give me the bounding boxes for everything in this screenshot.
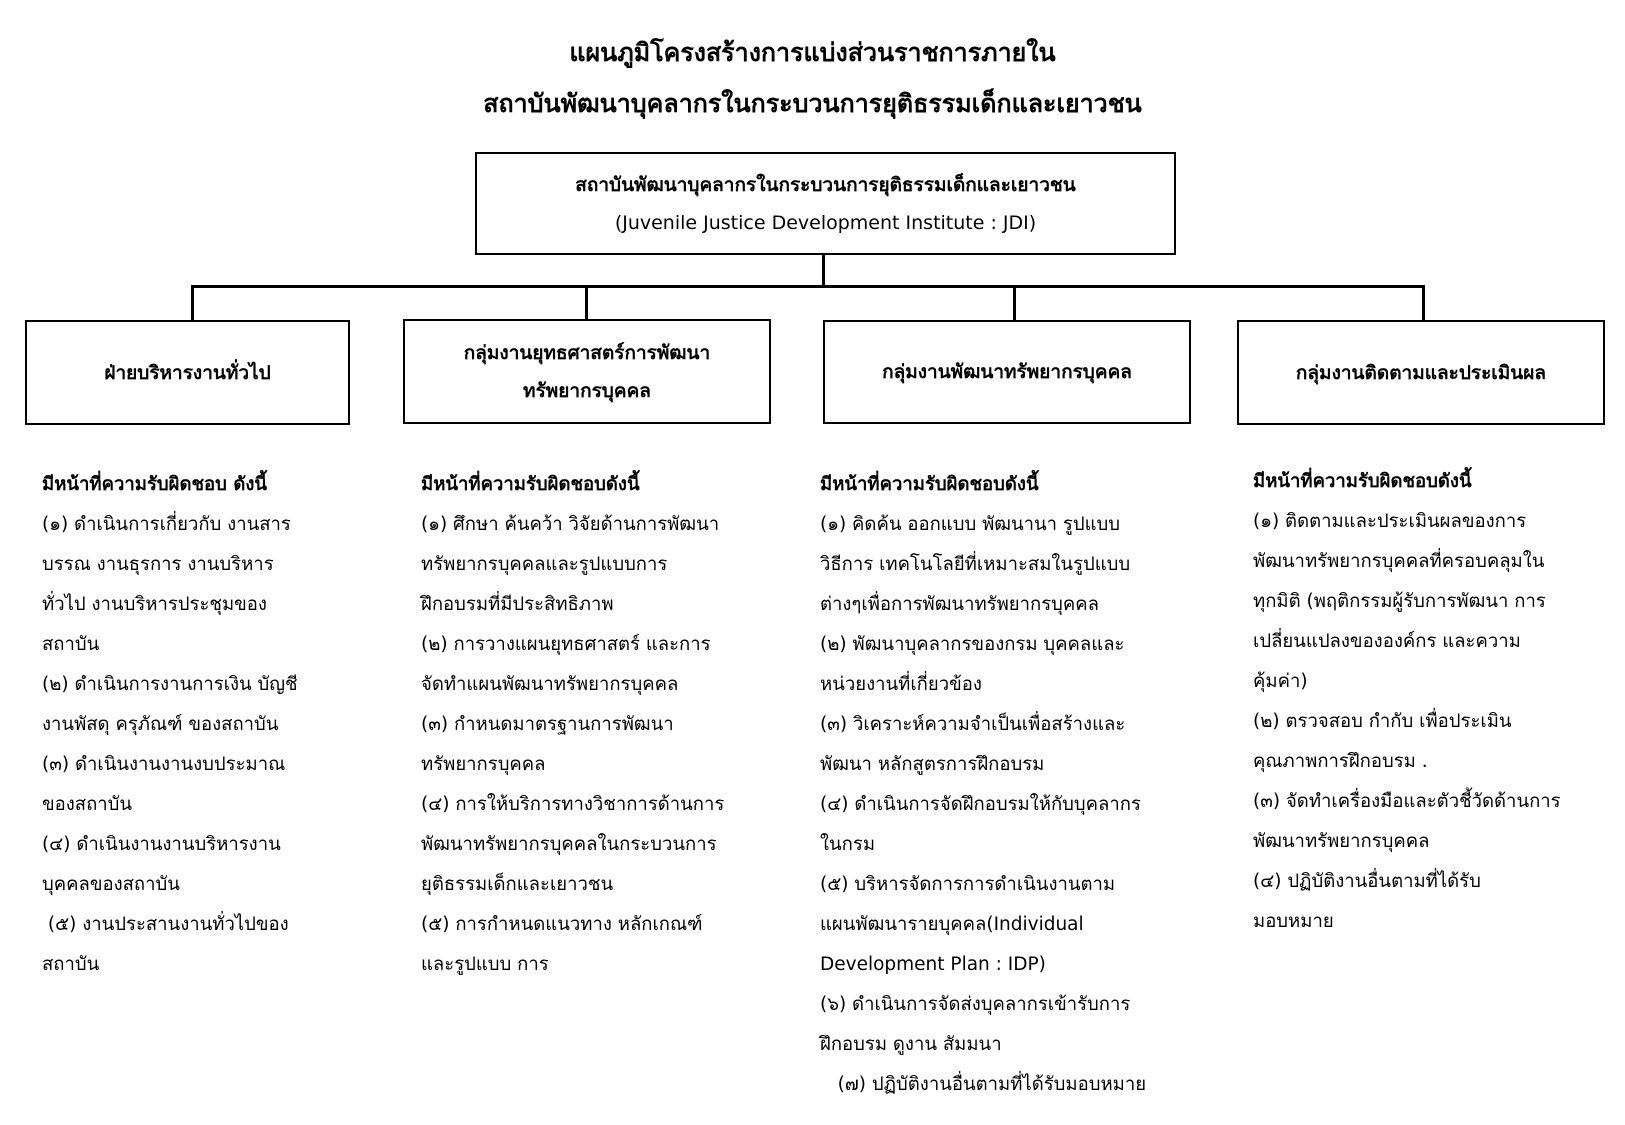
responsibility-line: งานพัสดุ ครุภัณฑ์ ของสถาบัน bbox=[42, 714, 279, 735]
responsibilities-heading: มีหน้าที่ความรับผิดชอบดังนี้ bbox=[421, 474, 640, 495]
responsibility-line: (๒) พัฒนาบุคลากรของกรม บุคคลและ bbox=[820, 634, 1125, 655]
responsibility-line: ต่างๆเพื่อการพัฒนาทรัพยากรบุคคล bbox=[820, 594, 1099, 615]
connector-branch-1 bbox=[191, 285, 194, 321]
responsibility-line: (๕) บริหารจัดการการดำเนินงานตาม bbox=[820, 874, 1116, 895]
responsibility-line: (๔) ดำเนินงานงานบริหารงาน bbox=[42, 834, 281, 855]
responsibility-line: ยุติธรรมเด็กและเยาวชน bbox=[421, 874, 614, 895]
unit-label: ทรัพยากรบุคคล bbox=[523, 379, 651, 402]
responsibility-line: (๔) ปฏิบัติงานอื่นตามที่ได้รับ bbox=[1253, 871, 1481, 892]
responsibility-line: วิธีการ เทคโนโลยีที่เหมาะสมในรูปแบบ bbox=[820, 554, 1131, 575]
responsibility-line: (๔) การให้บริการทางวิชาการด้านการ bbox=[421, 794, 725, 815]
responsibility-line: ทรัพยากรบุคคล bbox=[421, 754, 546, 775]
responsibility-line: (๕) การกำหนดแนวทาง หลักเกณฑ์ bbox=[421, 914, 703, 935]
responsibility-line: หน่วยงานที่เกี่ยวข้อง bbox=[820, 674, 982, 695]
diagram-title-line-2: สถาบันพัฒนาบุคลากรในกระบวนการยุติธรรมเด็กและเยาวชน bbox=[483, 89, 1142, 118]
diagram-title-line-1: แผนภูมิโครงสร้างการแบ่งส่วนราชการภายใน bbox=[569, 38, 1056, 67]
responsibility-line: (๓) ดำเนินงานงานงบประมาณ bbox=[42, 754, 286, 775]
responsibility-line: ทุกมิติ (พฤติกรรมผู้รับการพัฒนา การ bbox=[1253, 591, 1546, 612]
responsibility-line: (๗) ปฏิบัติงานอื่นตามที่ได้รับมอบหมาย bbox=[820, 1074, 1147, 1095]
unit-box-hr-strategy bbox=[403, 319, 771, 424]
connector-branch-3 bbox=[1013, 285, 1016, 321]
responsibility-line: พัฒนา หลักสูตรการฝึกอบรม bbox=[820, 754, 1045, 775]
responsibility-line: บรรณ งานธุรการ งานบริหาร bbox=[42, 554, 274, 575]
responsibility-line: เปลี่ยนแปลงขององค์กร และความ bbox=[1253, 631, 1521, 652]
responsibility-line: (๑) ดำเนินการเกี่ยวกับ งานสาร bbox=[42, 514, 291, 535]
root-box bbox=[475, 152, 1176, 255]
responsibility-line: พัฒนาทรัพยากรบุคคลในกระบวนการ bbox=[421, 834, 717, 855]
responsibility-line: ทั่วไป งานบริหารประชุมของ bbox=[42, 594, 267, 615]
responsibility-line: ของสถาบัน bbox=[42, 794, 133, 815]
unit-box-hr-development bbox=[823, 320, 1191, 424]
responsibility-line: ฝึกอบรมที่มีประสิทธิภาพ bbox=[421, 594, 614, 615]
responsibility-line: (๒) การวางแผนยุทธศาสตร์ และการ bbox=[421, 634, 711, 655]
responsibility-line: สถาบัน bbox=[42, 954, 100, 975]
responsibility-line: (๒) ตรวจสอบ กำกับ เพื่อประเมิน bbox=[1253, 711, 1512, 732]
connector-root-stem bbox=[822, 255, 825, 286]
responsibilities-heading: มีหน้าที่ความรับผิดชอบดังนี้ bbox=[1253, 471, 1472, 492]
responsibility-line: สถาบัน bbox=[42, 634, 100, 655]
responsibility-line: คุ้มค่า) bbox=[1253, 671, 1308, 692]
responsibility-line: (๒) ดำเนินการงานการเงิน บัญชี bbox=[42, 674, 298, 695]
responsibilities-heading: มีหน้าที่ความรับผิดชอบ ดังนี้ bbox=[42, 474, 268, 495]
responsibility-line: จัดทำแผนพัฒนาทรัพยากรบุคคล bbox=[421, 674, 679, 695]
root-name: สถาบันพัฒนาบุคลากรในกระบวนการยุติธรรมเด็กและเยาวชน bbox=[575, 173, 1076, 196]
responsibility-line: มอบหมาย bbox=[1253, 911, 1334, 932]
responsibility-line: (๑) คิดค้น ออกแบบ พัฒนานา รูปแบบ bbox=[820, 514, 1121, 535]
responsibilities-general-admin bbox=[42, 465, 298, 985]
responsibilities-heading: มีหน้าที่ความรับผิดชอบดังนี้ bbox=[820, 474, 1039, 495]
unit-label: กลุ่มงานยุทธศาสตร์การพัฒนา bbox=[463, 341, 711, 364]
unit-label: กลุ่มงานพัฒนาทรัพยากรบุคคล bbox=[882, 361, 1132, 383]
responsibility-line: (๓) จัดทำเครื่องมือและตัวชี้วัดด้านการ bbox=[1253, 791, 1561, 812]
root-english-name: (Juvenile Justice Development Institute : JDI) bbox=[614, 211, 1037, 234]
responsibility-line: ในกรม bbox=[820, 834, 876, 855]
responsibility-line: (๑) ติดตามและประเมินผลของการ bbox=[1253, 511, 1527, 532]
responsibility-line: พัฒนาทรัพยากรบุคคล bbox=[1253, 831, 1430, 852]
unit-label: ฝ่ายบริหารงานทั่วไป bbox=[104, 361, 271, 384]
responsibility-line: พัฒนาทรัพยากรบุคคลที่ครอบคลุมใน bbox=[1253, 551, 1545, 572]
responsibility-line: (๕) งานประสานงานทั่วไปของ bbox=[42, 914, 289, 935]
responsibility-line: (๖) ดำเนินการจัดส่งบุคลากรเข้ารับการ bbox=[820, 994, 1131, 1015]
unit-box-general-admin bbox=[25, 320, 350, 425]
unit-box-monitoring-evaluation bbox=[1237, 320, 1605, 425]
responsibilities-monitoring-evaluation bbox=[1253, 462, 1561, 942]
unit-label: กลุ่มงานติดตามและประเมินผล bbox=[1295, 361, 1547, 384]
responsibility-line: คุณภาพการฝึกอบรม . bbox=[1253, 751, 1428, 772]
responsibility-line: Development Plan : IDP) bbox=[820, 954, 1046, 975]
responsibilities-hr-development bbox=[820, 465, 1146, 1105]
connector-branch-4 bbox=[1422, 285, 1425, 321]
responsibility-line: ฝึกอบรม ดูงาน สัมมนา bbox=[820, 1034, 1002, 1055]
responsibilities-hr-strategy bbox=[421, 465, 724, 985]
responsibility-line: และรูปแบบ การ bbox=[421, 954, 549, 975]
responsibility-line: (๓) กำหนดมาตรฐานการพัฒนา bbox=[421, 714, 674, 735]
connector-branch-2 bbox=[585, 285, 588, 320]
responsibility-line: (๔) ดำเนินการจัดฝึกอบรมให้กับบุคลากร bbox=[820, 794, 1141, 815]
connector-horizontal-bar bbox=[191, 285, 1425, 288]
responsibility-line: แผนพัฒนารายบุคคล(Individual bbox=[820, 914, 1084, 935]
responsibility-line: ทรัพยากรบุคคลและรูปแบบการ bbox=[421, 554, 668, 575]
responsibility-line: (๑) ศึกษา ค้นคว้า วิจัยด้านการพัฒนา bbox=[421, 514, 720, 535]
responsibility-line: บุคคลของสถาบัน bbox=[42, 874, 180, 895]
responsibility-line: (๓) วิเคราะห์ความจำเป็นเพื่อสร้างและ bbox=[820, 714, 1126, 735]
